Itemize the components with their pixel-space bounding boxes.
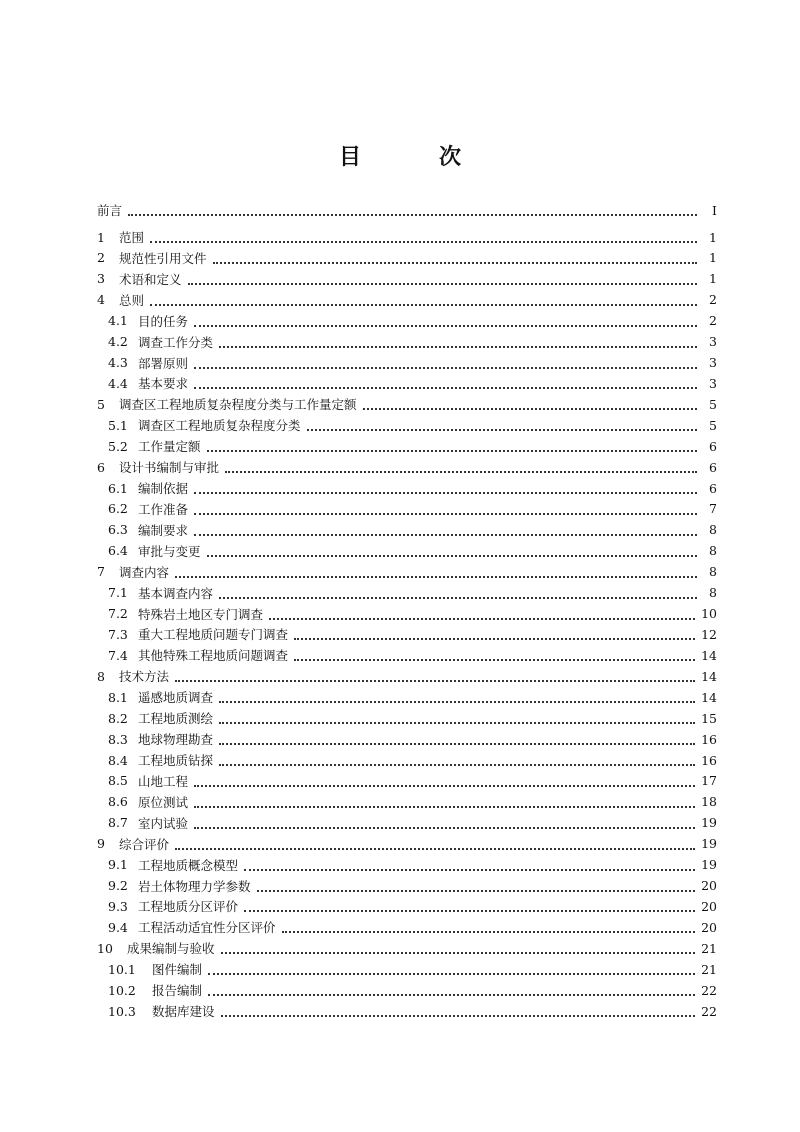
toc-entry-label: 地球物理勘查 — [138, 732, 214, 748]
toc-entry-label: 基本调查内容 — [138, 585, 214, 601]
dot-leader — [294, 647, 695, 661]
dot-leader — [294, 626, 695, 640]
toc-entry[interactable] — [108, 645, 717, 665]
dot-leader — [244, 898, 695, 912]
toc-entry-page: 14 — [701, 668, 717, 684]
toc-entry-number: 6.2 — [108, 501, 128, 517]
dot-leader — [188, 271, 697, 285]
dot-leader — [150, 229, 697, 243]
toc-entry-label: 重大工程地质问题专门调查 — [138, 627, 289, 643]
toc-entry-page: 19 — [701, 857, 717, 873]
toc-entry-number: 4.3 — [108, 355, 128, 371]
page-title: 目 次 — [338, 144, 489, 170]
toc-entry-page: 2 — [709, 313, 717, 329]
toc-entry-label: 山地工程 — [138, 773, 189, 789]
toc-entry[interactable] — [108, 415, 717, 435]
toc-entry-page: 15 — [701, 710, 717, 726]
toc-entry-page: 10 — [701, 606, 717, 622]
toc-entry-label: 报告编制 — [152, 983, 203, 999]
toc-entry-page: 5 — [709, 417, 717, 433]
toc-entry-page: 20 — [701, 919, 717, 935]
toc-entry-page: 6 — [709, 438, 717, 454]
toc-entry-number: 8.2 — [108, 710, 128, 726]
toc-entry-number: 4.1 — [108, 313, 128, 329]
toc-entry-page: 6 — [709, 480, 717, 496]
toc-entry-number: 8.6 — [108, 794, 128, 810]
toc-entry-number: 8.1 — [108, 689, 128, 705]
toc-entry-number: 9.4 — [108, 919, 128, 935]
toc-entry[interactable] — [97, 938, 717, 958]
dot-leader — [128, 202, 697, 216]
toc-entry-page: 17 — [701, 773, 717, 789]
dot-leader — [208, 961, 695, 975]
dot-leader — [244, 857, 695, 871]
toc-entry[interactable] — [108, 896, 717, 916]
toc-entry[interactable] — [108, 478, 717, 498]
dot-leader — [194, 773, 695, 787]
dot-leader — [175, 564, 697, 578]
toc-entry[interactable] — [108, 855, 717, 875]
toc-entry-number: 8 — [97, 668, 105, 684]
dot-leader — [219, 585, 697, 599]
dot-leader — [257, 878, 696, 892]
toc-entry-label: 审批与变更 — [138, 543, 201, 559]
dot-leader — [194, 794, 695, 808]
toc-entry-number: 8.3 — [108, 731, 128, 747]
dot-leader — [194, 355, 697, 369]
toc-entry-page: 14 — [701, 689, 717, 705]
toc-entry-number: 5.2 — [108, 438, 128, 454]
toc-entry-label: 综合评价 — [119, 836, 170, 852]
toc-entry-page: 7 — [709, 501, 717, 517]
toc-entry[interactable] — [108, 436, 717, 456]
toc-entry-label: 特殊岩土地区专门调查 — [138, 606, 264, 622]
toc-entry[interactable] — [108, 541, 717, 561]
toc-entry-label: 技术方法 — [119, 669, 170, 685]
toc-entry[interactable] — [108, 583, 717, 603]
dot-leader — [221, 940, 696, 954]
toc-entry[interactable] — [97, 200, 717, 220]
toc-entry-page: 8 — [709, 522, 717, 538]
toc-entry-page: 1 — [709, 271, 717, 287]
dot-leader — [282, 919, 696, 933]
toc-entry-label: 目的任务 — [138, 313, 189, 329]
toc-entry[interactable] — [108, 604, 717, 624]
toc-entry-number: 9.2 — [108, 878, 128, 894]
toc-entry-label: 工程地质分区评价 — [138, 899, 239, 915]
dot-leader — [194, 815, 695, 829]
toc-entry-label: 总则 — [119, 292, 145, 308]
toc-entry-label: 工程地质钻探 — [138, 753, 214, 768]
toc-entry-page: 16 — [701, 752, 717, 768]
toc-entry-page: 21 — [701, 961, 717, 977]
toc-entry[interactable] — [108, 876, 717, 896]
toc-entry[interactable] — [108, 708, 717, 728]
toc-entry[interactable] — [108, 353, 717, 373]
dot-leader — [194, 480, 697, 494]
toc-entry-number: 2 — [97, 250, 105, 266]
toc-entry-number: 6.4 — [108, 543, 128, 559]
toc-entry[interactable] — [108, 1001, 717, 1021]
toc-entry-number: 6.3 — [108, 522, 128, 538]
dot-leader — [194, 375, 697, 389]
toc-entry-label: 范围 — [119, 230, 145, 245]
toc-entry[interactable] — [108, 980, 717, 1000]
toc-entry[interactable] — [108, 373, 717, 393]
toc-entry-number: 7 — [97, 564, 105, 580]
toc-entry-page: 1 — [709, 250, 717, 266]
toc-entry-number: 9.1 — [108, 857, 128, 873]
toc-entry-page: 19 — [701, 836, 717, 852]
toc-entry-label: 调查区工程地质复杂程度分类与工作量定额 — [119, 397, 357, 413]
dot-leader — [219, 710, 695, 724]
toc-entry[interactable] — [108, 959, 717, 979]
dot-leader — [219, 334, 697, 348]
toc-entry-page: 21 — [701, 940, 717, 956]
toc-entry[interactable] — [108, 750, 717, 770]
toc-entry-number: 10.1 — [108, 961, 136, 977]
dot-leader — [208, 982, 695, 996]
toc-entry-label: 工程地质测绘 — [138, 711, 214, 727]
toc-entry-label: 基本要求 — [138, 376, 189, 392]
toc-entry-number: 8.5 — [108, 773, 128, 789]
toc-entry-number: 1 — [97, 229, 105, 245]
dot-leader — [194, 501, 697, 515]
toc-entry-number: 9.3 — [108, 898, 128, 914]
toc-entry[interactable] — [108, 792, 717, 812]
toc-entry[interactable] — [108, 917, 717, 937]
toc-entry-page: 8 — [709, 543, 717, 559]
dot-leader — [225, 459, 697, 473]
toc-entry-label: 编制要求 — [138, 522, 189, 538]
dot-leader — [363, 396, 697, 410]
toc-entry[interactable] — [97, 562, 717, 582]
toc-entry-page: 8 — [709, 564, 717, 580]
toc-entry-number: 10.2 — [108, 982, 136, 998]
toc-entry-page: 3 — [709, 355, 717, 371]
dot-leader — [221, 1003, 696, 1017]
toc-entry-label: 工程活动适宜性分区评价 — [138, 920, 276, 936]
dot-leader — [269, 606, 695, 620]
toc-entry-number: 6 — [97, 459, 105, 475]
toc-entry-label: 部署原则 — [138, 355, 189, 371]
toc-entry-page: 12 — [701, 626, 717, 642]
toc-entry-number: 4.4 — [108, 375, 128, 391]
toc-entry-label: 调查区工程地质复杂程度分类 — [138, 418, 301, 434]
dot-leader — [175, 836, 695, 850]
toc-entry-label: 成果编制与验收 — [127, 941, 215, 957]
toc-entry-page: 18 — [701, 794, 717, 810]
toc-entry-label: 图件编制 — [152, 962, 203, 978]
toc-entry-label: 调查工作分类 — [138, 334, 214, 350]
toc-entry[interactable] — [108, 729, 717, 749]
toc-entry-page: 2 — [709, 292, 717, 308]
dot-leader — [194, 522, 697, 536]
toc-entry-page: I — [712, 202, 717, 218]
dot-leader — [219, 752, 695, 766]
toc-entry-page: 22 — [701, 982, 717, 998]
toc-entry-label: 遥感地质调查 — [138, 690, 214, 706]
toc-entry-number: 3 — [97, 271, 105, 287]
dot-leader — [213, 250, 697, 264]
toc-entry-label: 设计书编制与审批 — [119, 460, 220, 476]
toc-entry-label: 室内试验 — [138, 815, 189, 831]
toc-entry-page: 20 — [701, 898, 717, 914]
toc-entry[interactable] — [97, 457, 717, 477]
toc-entry-page: 20 — [701, 878, 717, 894]
toc-entry-label: 数据库建设 — [152, 1004, 215, 1020]
toc-entry-page: 3 — [709, 375, 717, 391]
toc-entry-label: 工程地质概念模型 — [138, 857, 239, 873]
toc-entry-label: 术语和定义 — [119, 271, 182, 287]
toc-entry[interactable] — [97, 394, 717, 414]
toc-entry[interactable] — [97, 227, 717, 247]
toc-entry-page: 8 — [709, 585, 717, 601]
toc-entry-number: 7.1 — [108, 585, 128, 601]
toc-entry-number: 5 — [97, 396, 105, 412]
toc-entry-label: 前言 — [97, 203, 123, 218]
toc-entry-number: 10.3 — [108, 1003, 136, 1019]
toc-entry[interactable] — [97, 269, 717, 289]
toc-entry[interactable] — [97, 290, 717, 310]
toc-entry-number: 6.1 — [108, 480, 128, 496]
toc-entry-number: 7.3 — [108, 626, 128, 642]
toc-entry-number: 7.2 — [108, 606, 128, 622]
toc-entry-number: 4 — [97, 292, 105, 308]
toc-entry-label: 原位测试 — [138, 794, 189, 810]
toc-entry[interactable] — [97, 834, 717, 854]
toc-entry[interactable] — [108, 624, 717, 644]
toc-entry[interactable] — [108, 311, 717, 331]
toc-entry-page: 3 — [709, 334, 717, 350]
toc-entry[interactable] — [108, 771, 717, 791]
toc-entry[interactable] — [108, 499, 717, 519]
toc-entry-page: 14 — [701, 647, 717, 663]
toc-entry[interactable] — [108, 520, 717, 540]
toc-entry-number: 9 — [97, 836, 105, 852]
dot-leader — [219, 689, 695, 703]
toc-entry[interactable] — [108, 813, 717, 833]
toc-entry-label: 规范性引用文件 — [119, 250, 207, 266]
toc-entry-page: 1 — [709, 229, 717, 245]
dot-leader — [307, 417, 697, 431]
toc-entry-label: 工作量定额 — [138, 439, 201, 455]
toc-entry-number: 5.1 — [108, 417, 128, 433]
toc-entry-number: 4.2 — [108, 334, 128, 350]
dot-leader — [150, 292, 697, 306]
toc-entry-label: 其他特殊工程地质问题调查 — [138, 648, 289, 664]
toc-entry-page: 19 — [701, 815, 717, 831]
toc-entry-label: 岩土体物理力学参数 — [138, 878, 251, 894]
dot-leader — [219, 731, 695, 745]
toc-entry-label: 工作准备 — [138, 501, 189, 517]
toc-entry-label: 编制依据 — [138, 481, 189, 497]
toc-entry-page: 16 — [701, 731, 717, 747]
toc-entry-page: 6 — [709, 459, 717, 475]
dot-leader — [207, 438, 697, 452]
toc-entry-number: 10 — [97, 940, 113, 956]
dot-leader — [175, 668, 695, 682]
toc-entry-number: 8.7 — [108, 815, 128, 831]
toc-entry[interactable] — [97, 666, 717, 686]
toc-entry[interactable] — [108, 332, 717, 352]
toc-entry[interactable] — [108, 687, 717, 707]
toc-entry-page: 22 — [701, 1003, 717, 1019]
toc-entry[interactable] — [97, 248, 717, 268]
dot-leader — [207, 543, 697, 557]
toc-entry-page: 5 — [709, 396, 717, 412]
toc-entry-label: 调查内容 — [119, 564, 170, 580]
toc-entry-number: 8.4 — [108, 752, 128, 768]
toc-entry-number: 7.4 — [108, 647, 128, 663]
dot-leader — [194, 313, 697, 327]
